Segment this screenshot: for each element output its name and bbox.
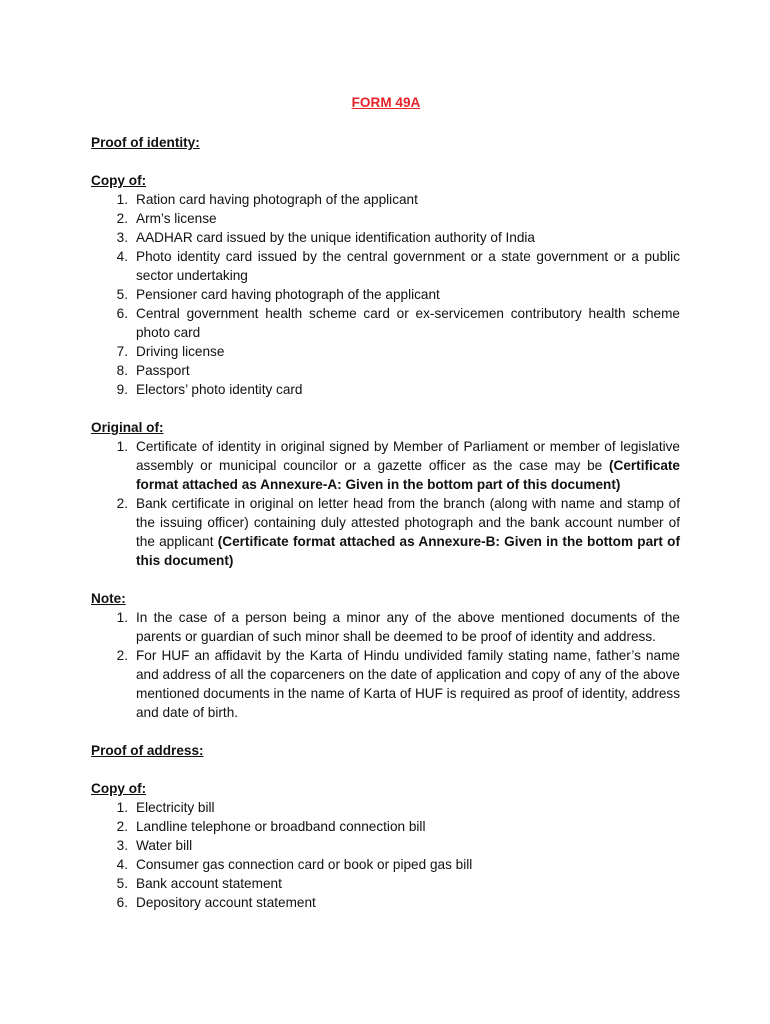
identity-copy-list bbox=[91, 190, 680, 399]
list-item: 5. Bank account statement bbox=[116, 876, 282, 891]
list-item: 1. In the case of a person being a minor any of the above mentioned documents of the parents or guardian of such minor shall be deemed to be proof of identity and address. bbox=[116, 610, 680, 644]
page-title: FORM 49A bbox=[351, 95, 421, 110]
identity-original-of-heading: Original of: bbox=[91, 420, 164, 435]
list-item: 6. Central government health scheme card or ex-servicemen contributory health scheme photo card bbox=[116, 306, 680, 340]
list-item: 2. Landline telephone or broadband connection bill bbox=[116, 819, 426, 834]
address-copy-list bbox=[91, 798, 680, 912]
address-copy-of-heading: Copy of: bbox=[91, 781, 147, 796]
proof-of-address-heading: Proof of address: bbox=[91, 743, 204, 758]
proof-of-identity-heading: Proof of identity: bbox=[91, 135, 200, 150]
list-item: 4. Photo identity card issued by the central government or a state government or a public sector undertaking bbox=[116, 249, 680, 283]
list-item: 7. Driving license bbox=[116, 344, 225, 359]
list-item: 9. Electors’ photo identity card bbox=[116, 382, 303, 397]
list-item: 6. Depository account statement bbox=[116, 895, 316, 910]
list-item: 2. For HUF an affidavit by the Karta of Hindu undivided family stating name, father’s name and address of all the coparceners on the date of application and copy of any of the above mentioned documents in the name of Karta of HUF is required as proof of identity, address and date of birth. bbox=[116, 648, 680, 720]
list-item: 5. Pensioner card having photograph of the applicant bbox=[116, 287, 440, 302]
list-item: 8. Passport bbox=[116, 363, 190, 378]
list-item: 4. Consumer gas connection card or book or piped gas bill bbox=[116, 857, 473, 872]
note-heading: Note: bbox=[91, 591, 126, 606]
list-item: 2. Arm’s license bbox=[116, 211, 217, 226]
list-item: 2. Bank certificate in original on letter head from the branch (along with name and stamp of the issuing officer) containing duly attested photograph and the bank account number of the applicant (Certificate format attached as Annexure-B: Given in the bottom part of this document) bbox=[116, 496, 680, 568]
list-item: 1. Ration card having photograph of the applicant bbox=[116, 192, 418, 207]
list-item: 1. Certificate of identity in original signed by Member of Parliament or member of legislative assembly or municipal councilor or a gazette officer as the case may be (Certificate format attached as Annexure-A: Given in the bottom part of this document) bbox=[116, 439, 680, 492]
list-item: 3. AADHAR card issued by the unique identification authority of India bbox=[116, 230, 535, 245]
identity-original-list bbox=[91, 437, 680, 570]
identity-copy-of-heading: Copy of: bbox=[91, 173, 147, 188]
list-item: 3. Water bill bbox=[116, 838, 193, 853]
note-list bbox=[91, 608, 680, 722]
list-item: 1. Electricity bill bbox=[116, 800, 215, 815]
